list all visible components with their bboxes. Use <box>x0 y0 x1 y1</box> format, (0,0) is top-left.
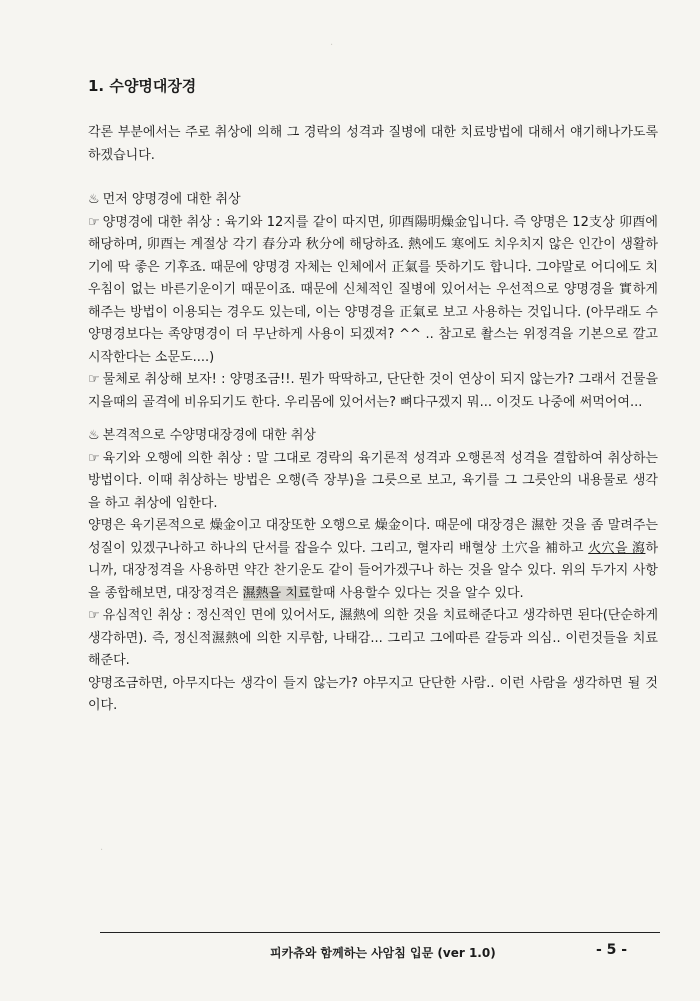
hot-spring-icon: ♨ <box>88 192 100 207</box>
underlined-phrase: 火穴을 瀉 <box>588 540 646 556</box>
subsection-heading: ♨ 먼저 양명경에 대한 취상 <box>88 189 658 212</box>
paragraph: 양명은 육기론적으로 燥金이고 대장또한 오행으로 燥金이다. 때문에 대장경은 濕한 것을 좀 말려주는 성질이 있겠구나하고 하나의 단서를 잡을수 있다. 그리고, 혈자리 배혈상 土穴을 補하고 火穴을 瀉하니까, 대장정격을 사용하면 약간 찬기운도 같이 들어가겠구나 하는 것을 알수 있다. 위의 두가지 사항을 종합해보면, 대장정격은 濕熱을 치료할때 사용할수 있다는 것을 알수 있다. <box>88 518 658 601</box>
footer-rule <box>100 932 660 933</box>
paragraph: ☞ 물체로 취상해 보자! : 양명조금!!. 뭔가 딱딱하고, 단단한 것이 연상이 되지 않는가? 그래서 건물을 지을때의 골격에 비유되기도 한다. 우리몸에 있어서는? 뼈다구겠지 뭐... 이것도 나중에 써먹어여... <box>88 369 658 414</box>
paragraph: ☞ 양명경에 대한 취상 : 육기와 12지를 같이 따지면, 卯酉陽明燥金입니다. 즉 양명은 12支상 卯酉에 해당하며, 卯酉는 계절상 각기 春分과 秋分에 해당하죠. 熱에도 寒에도 치우치지 않은 인간이 생활하기에 딱 좋은 기후죠. 때문에 양명경 자체는 인체에서 正氣를 뜻하기도 합니다. 그야말로 어디에도 치우침이 없는 바른기운이기 때문이죠. 때문에 신체적인 질병에 있어서는 우선적으로 양명경을 實하게 해주는 방법이 이용되는 경우도 있는데, 이는 양명경을 正氣로 보고 사용하는 것입니다. (아무래도 수양명경보다는 족양명경이 더 무난하게 사용이 되겠져? ^^ .. 참고로 촬스는 위정격을 기본으로 깔고 시작한다는 소문도....) <box>88 212 658 370</box>
paragraph: 양명조금하면, 아무지다는 생각이 들지 않는가? 야무지고 단단한 사람.. 이런 사람을 생각하면 될 것이다. <box>88 675 658 713</box>
pointing-hand-icon: ☞ <box>88 372 100 387</box>
bleed-through-mark: · <box>330 40 335 51</box>
paragraph: ☞ 유심적인 취상 : 정신적인 면에 있어서도, 濕熱에 의한 것을 치료해준다고 생각하면 된다(단순하게 생각하면). 즉, 정신적濕熱에 의한 지루함, 나태감... 그리고 그에따른 갈등과 의심.. 이런것들을 치료해준다. <box>88 605 658 673</box>
intro-paragraph: 각론 부분에서는 주로 취상에 의해 그 경락의 성격과 질병에 대한 치료방법에 대해서 얘기해나가도록 하겠습니다. <box>88 125 658 163</box>
highlighted-phrase: 濕熱을 치료 <box>242 585 311 601</box>
hot-spring-icon: ♨ <box>88 428 100 443</box>
section-heading: 1. 수양명대장경 <box>88 77 197 95</box>
bleed-through-mark: · <box>100 845 105 856</box>
page-number: - 5 - <box>596 942 628 958</box>
pointing-hand-icon: ☞ <box>88 608 100 623</box>
footer-title: 피카츄와 함께하는 사암침 입문 (ver 1.0) <box>270 946 496 960</box>
pointing-hand-icon: ☞ <box>88 450 100 466</box>
paragraph: ☞ 육기와 오행에 의한 취상 : 말 그대로 경락의 육기론적 성격과 오행론적 성격을 결합하여 취상하는 방법이다. 이때 취상하는 방법은 오행(즉 장부)을 그릇으로 보고, 육기를 그 그릇안의 내용물로 생각을 하고 취상에 임한다. <box>88 448 658 516</box>
subsection-heading: ♨ 본격적으로 수양명대장경에 대한 취상 <box>88 425 658 448</box>
pointing-hand-icon: ☞ <box>88 214 100 230</box>
document-body <box>88 122 658 718</box>
